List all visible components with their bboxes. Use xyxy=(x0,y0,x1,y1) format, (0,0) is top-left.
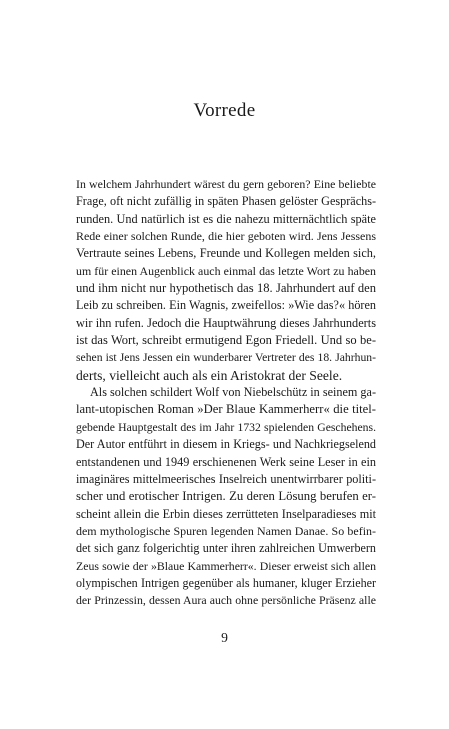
text-line: derts, vielleicht auch als ein Aristokrat der Seele. xyxy=(76,367,343,383)
body-text xyxy=(76,176,376,610)
page-number: 9 xyxy=(221,630,228,645)
text-line: gebende Hauptgestalt des im Jahr 1732 spielenden Geschehens. xyxy=(76,420,376,434)
text-line: imaginäres mittelmeerisches Inselreich unentwirrbarer politi- xyxy=(76,471,376,486)
text-line: scher und erotischer Intrigen. Zu deren Lösung berufen er- xyxy=(76,489,376,504)
paragraph-1 xyxy=(76,176,376,384)
text-line: und ihm nicht nur hypothetisch das 18. Jahrhundert auf den xyxy=(76,281,376,296)
paragraph-2 xyxy=(76,384,376,609)
text-line: scheint allein die Erbin dieses zerrütteten Inselparadieses mit xyxy=(76,506,376,521)
text-line: Als solchen schildert Wolf von Niebelschütz in seinem ga- xyxy=(90,385,376,400)
text-line: runden. Und natürlich ist es die nahezu mitternächtlich späte xyxy=(76,211,376,226)
text-line: Rede einer solchen Runde, die hier geboten wird. Jens Jessens xyxy=(76,229,376,244)
text-line: lant-utopischen Roman »Der Blaue Kammerherr« die titel- xyxy=(76,402,376,417)
text-line: ist das Wort, schreibt ermutigend Egon Friedell. Und so be- xyxy=(76,333,376,348)
text-line: olympischen Intrigen gegenüber als humaner, kluger Erzieher xyxy=(76,575,376,590)
text-line: Leib zu schreiben. Ein Wagnis, zweifellos: »Wie das?« hören xyxy=(76,298,376,313)
text-line: Zeus sowie der »Blaue Kammerherr«. Dieser erweist sich allen xyxy=(76,558,376,573)
text-line: um für einen Augenblick auch einmal das letzte Wort zu haben xyxy=(76,263,376,278)
text-line: Der Autor entführt in diesem in Kriegs- und Nachkriegselend xyxy=(76,437,376,452)
text-line: entstandenen und 1949 erschienenen Werk seine Leser in ein xyxy=(76,454,376,469)
text-line: der Prinzessin, dessen Aura auch ohne persönliche Präsenz alle xyxy=(76,593,376,608)
text-line: wir ihn rufen. Jedoch die Hauptwährung dieses Jahrhunderts xyxy=(76,315,376,330)
text-line: sehen ist Jens Jessen ein wunderbarer Vertreter des 18. Jahrhun- xyxy=(76,351,376,365)
text-line: det sich ganz folgerichtig unter ihren zahlreichen Umwerbern xyxy=(76,541,376,556)
text-line: Frage, oft nicht zufällig in späten Phasen gelöster Gesprächs- xyxy=(76,194,376,209)
text-line: Vertraute seines Lebens, Freunde und Kollegen melden sich, xyxy=(76,246,376,261)
text-line: In welchem Jahrhundert wärest du gern geboren? Eine beliebte xyxy=(76,177,376,191)
chapter-heading: Vorrede xyxy=(193,100,256,121)
text-line: dem mythologische Spuren legenden Namen Danae. So befin- xyxy=(76,523,376,538)
